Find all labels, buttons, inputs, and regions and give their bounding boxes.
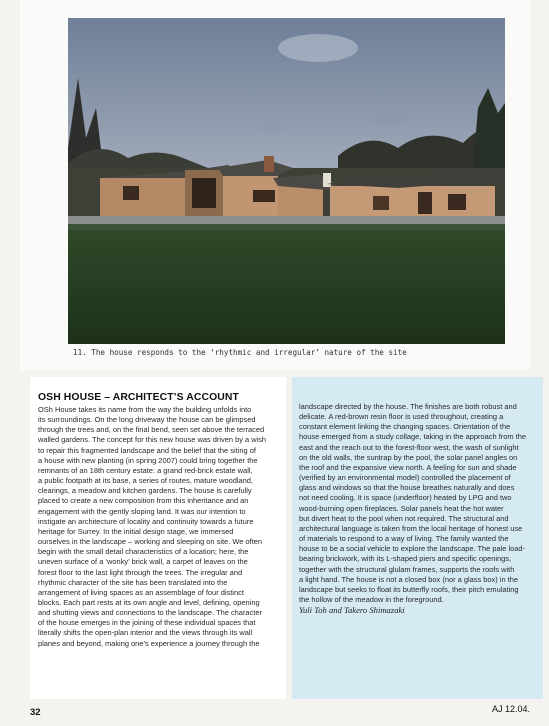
text-line: landscape but seeks to float its butterfly roofs, their pitch emulating: [299, 584, 519, 594]
author-signature: Yuli Toh and Takero Shimazaki: [299, 605, 405, 616]
text-line: glass and windows so that the house breathes naturally and does: [299, 483, 515, 493]
left-column-text: [38, 405, 284, 649]
text-line: OSh House takes its name from the way the building unfolds into: [38, 405, 252, 414]
text-line: of the house emerges in the joining of these individual spaces that: [38, 618, 256, 628]
text-line: rhythmic character of the site has been translated into the: [38, 577, 228, 587]
text-line: landscape directed by the house. The finishes are both robust and: [299, 402, 517, 411]
text-line: a house with new planting (in spring 2007) could bring together the: [38, 455, 258, 465]
text-line: wood-burning open fireplaces. Solar panels heat the hot water: [299, 503, 504, 513]
text-line: of materials to respond to a way of living. The family wanted the: [299, 534, 509, 544]
text-line: together with the structural glulam frames, supports the roofs with: [299, 564, 515, 574]
page-number: 32: [30, 707, 41, 718]
text-line: remnants of an 18th century estate: a grand red-brick estate wall,: [38, 465, 253, 475]
text-line: clearings, a meadow and kitchen gardens. The house is carefully: [38, 486, 252, 496]
text-line: uneven surface of a ‘wonky’ brick wall, a carpet of leaves on the: [38, 557, 248, 567]
house-photo-image: [68, 18, 505, 344]
text-line: the roof and the expansive view north. A feeling for sun and shade: [299, 462, 517, 472]
text-line: engagement with the gently sloping land. It was our intention to: [38, 506, 246, 516]
text-line: on the old walls, the suntrap by the pool, the solar panel angles on: [299, 452, 518, 462]
text-line: (verified by an environmental model) controlled the placement of: [299, 473, 511, 483]
text-line: placed to create a new composition from this inheritance and an: [38, 496, 249, 506]
text-line: the hollow of the meadow in the foreground.: [299, 594, 444, 604]
text-line: instigate an architecture of locality and continuity towards a future: [38, 516, 254, 526]
text-line: architectural language is taken from the local heritage of honest use: [299, 523, 523, 533]
text-line: constant element linking the changing spaces. Orientation of the: [299, 422, 511, 432]
article: [30, 377, 545, 701]
text-line: to repair this fragmented landscape and the belief that the siting of: [38, 445, 256, 455]
text-line: a public footpath at its base, a series of routes, mature woodland,: [38, 476, 253, 486]
text-line: a light hand. The house is not a closed box (nor a glass box) in the: [299, 574, 518, 584]
text-line: bearing brickwork, with its L-shaped piers and specific openings,: [299, 554, 512, 564]
text-line: planes and beyond, making one’s experience a journey through the: [38, 638, 260, 648]
text-line: walled gardens. The concept for this new house was driven by a wish: [38, 435, 267, 445]
text-line: forest floor to the last light through the trees. The irregular and: [38, 567, 243, 577]
text-line: literally shifts the open-plan interior and the views through its wall: [38, 628, 253, 638]
text-line: its surroundings. On the long driveway the house can be glimpsed: [38, 415, 256, 425]
text-line: house to be a social vehicle to explore the landscape. The pale load-: [299, 544, 526, 554]
figure-caption: 11. The house responds to the ‘rhythmic and irregular’ nature of the site: [73, 348, 407, 357]
text-line: through the trees and, on the final bend, seen set above the terraced: [38, 425, 265, 435]
text-line: east and the reach out to the forest-floor west, the wash of sunlight: [299, 442, 519, 452]
article-headline: OSH HOUSE – ARCHITECT’S ACCOUNT: [38, 392, 239, 403]
text-line: house emerged from a study collage, taking in the approach from the: [299, 432, 526, 442]
text-line: not need cooling. It is space (underfloor) heated by LPG and two: [299, 493, 512, 503]
issue-label: AJ 12.04.: [492, 704, 531, 714]
left-column: [30, 377, 286, 699]
text-line: but divert heat to the pool when not required. The structural and: [299, 513, 509, 523]
right-column-text: [299, 402, 542, 615]
text-line: ourselves in the landscape – working and sleeping on site. We often: [38, 537, 262, 547]
text-line: heritage for Surrey. In the initial design stage, we immersed: [38, 526, 234, 536]
right-column: [292, 377, 543, 699]
text-line: begin with the small detail characteristics of a location; here, the: [38, 547, 249, 557]
text-line: blocks. Each part rests at its own angle and level, defining, opening: [38, 597, 260, 607]
text-line: and shutting views and connections to the landscape. The character: [38, 608, 262, 618]
house-photo: [68, 18, 505, 344]
text-line: arrangement of living spaces as an assemblage of four distinct: [38, 587, 244, 597]
text-line: delicate. A red-brown resin floor is used throughout, creating a: [299, 412, 504, 422]
